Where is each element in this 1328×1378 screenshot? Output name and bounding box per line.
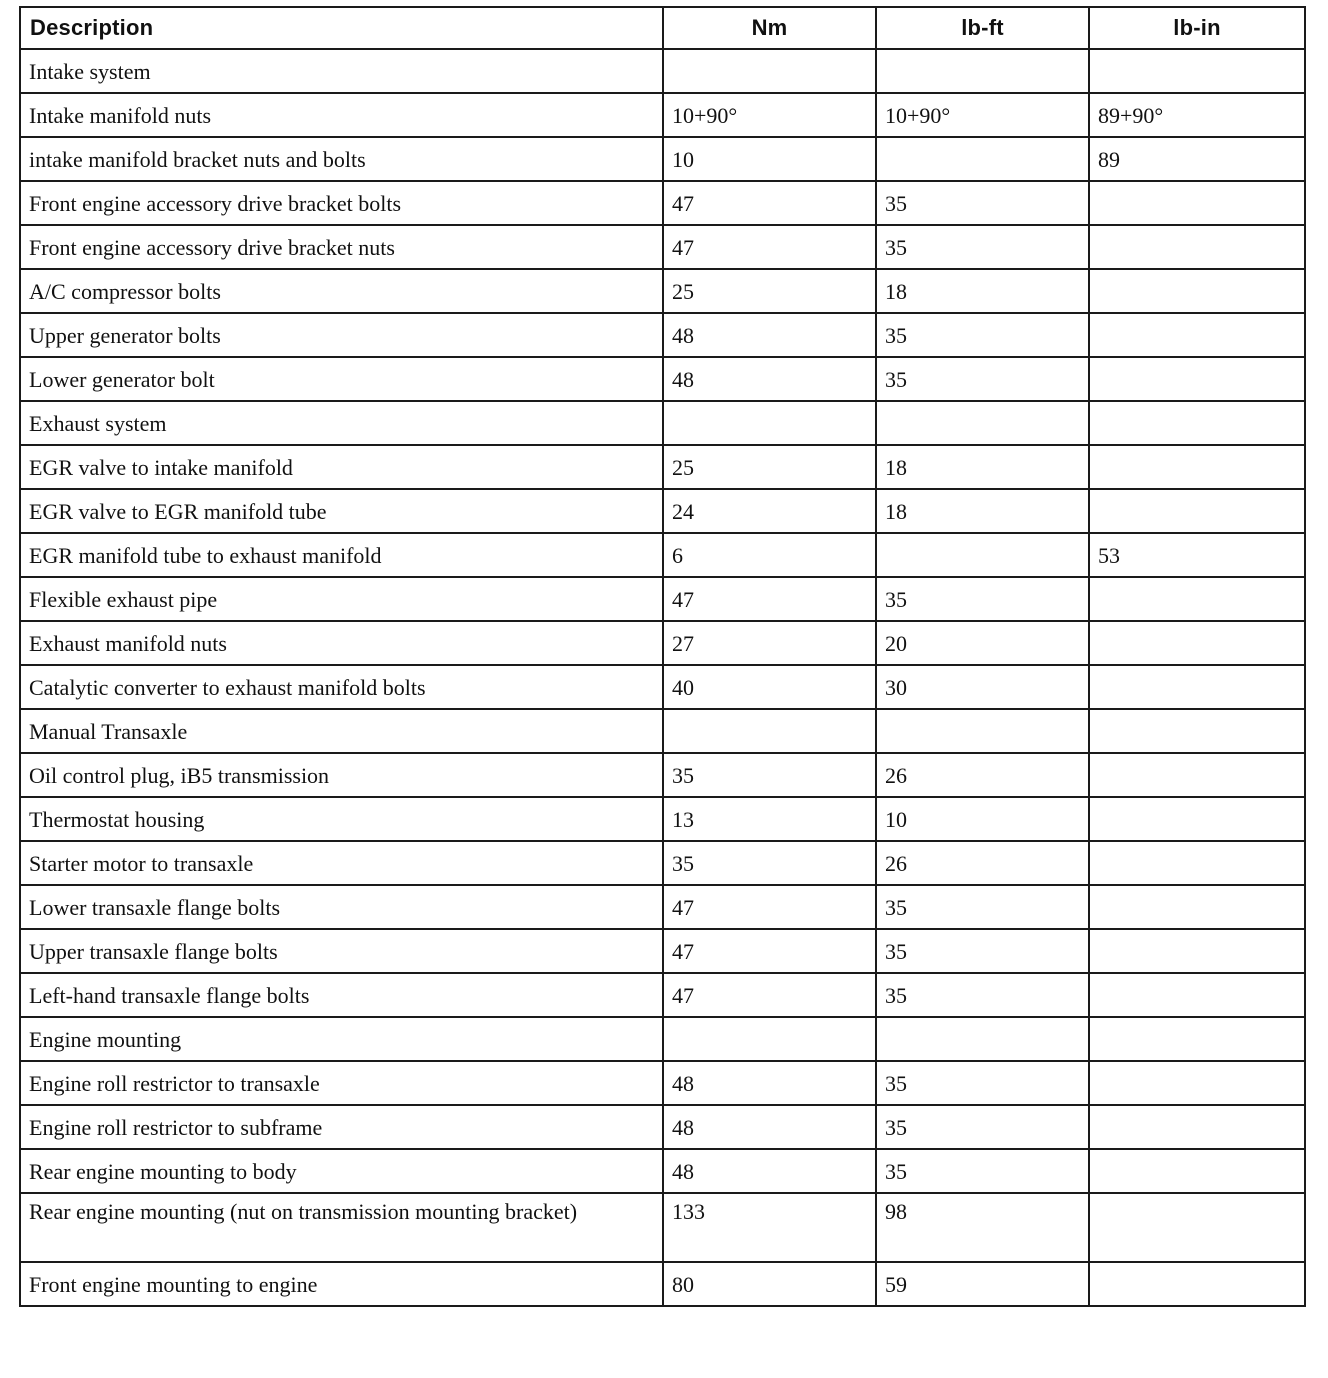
table-header [20,7,1305,49]
table-row [20,1061,1305,1105]
cell-lb-in [1089,225,1305,269]
cell-lb-in [1089,621,1305,665]
cell-description: Engine roll restrictor to subframe [20,1105,663,1149]
cell-description: Flexible exhaust pipe [20,577,663,621]
table-row [20,973,1305,1017]
cell-nm: 47 [663,929,876,973]
table-row [20,929,1305,973]
cell-nm: 48 [663,313,876,357]
cell-description: Front engine accessory drive bracket nuts [20,225,663,269]
cell-description: A/C compressor bolts [20,269,663,313]
cell-nm: 6 [663,533,876,577]
table-row [20,753,1305,797]
cell-lb-in [1089,973,1305,1017]
cell-lb-in [1089,1149,1305,1193]
cell-nm: 48 [663,1149,876,1193]
cell-lb-ft: 35 [876,885,1089,929]
cell-lb-in [1089,1262,1305,1306]
cell-nm: 24 [663,489,876,533]
cell-lb-ft: 35 [876,577,1089,621]
table-row [20,269,1305,313]
cell-lb-in: 89 [1089,137,1305,181]
cell-lb-ft: 59 [876,1262,1089,1306]
column-header-nm: Nm [663,7,876,49]
cell-lb-ft: 35 [876,181,1089,225]
cell-lb-ft: 35 [876,973,1089,1017]
table-row [20,401,1305,445]
cell-description: Intake system [20,49,663,93]
cell-nm: 48 [663,1061,876,1105]
cell-nm: 47 [663,885,876,929]
table-row [20,885,1305,929]
cell-lb-ft: 35 [876,225,1089,269]
cell-lb-ft [876,709,1089,753]
cell-nm: 80 [663,1262,876,1306]
cell-lb-ft: 35 [876,357,1089,401]
cell-lb-ft: 35 [876,929,1089,973]
table-row [20,357,1305,401]
table-row [20,49,1305,93]
table-row [20,313,1305,357]
table-row [20,797,1305,841]
cell-nm: 47 [663,225,876,269]
cell-lb-ft: 26 [876,753,1089,797]
table-body [20,49,1305,1306]
cell-lb-ft: 18 [876,269,1089,313]
cell-description: Rear engine mounting to body [20,1149,663,1193]
cell-description: Exhaust system [20,401,663,445]
cell-lb-ft: 26 [876,841,1089,885]
cell-description: Lower transaxle flange bolts [20,885,663,929]
table-row [20,709,1305,753]
cell-nm [663,49,876,93]
cell-description: Front engine accessory drive bracket bolts [20,181,663,225]
cell-description: EGR valve to intake manifold [20,445,663,489]
cell-lb-in [1089,1061,1305,1105]
cell-lb-in [1089,313,1305,357]
table-row [20,181,1305,225]
cell-description: Lower generator bolt [20,357,663,401]
cell-lb-ft: 18 [876,489,1089,533]
cell-lb-in [1089,797,1305,841]
cell-lb-ft: 10+90° [876,93,1089,137]
torque-specifications-table [19,6,1306,1307]
cell-nm [663,709,876,753]
cell-description: Catalytic converter to exhaust manifold bolts [20,665,663,709]
table-row [20,841,1305,885]
table-row [20,533,1305,577]
cell-nm: 25 [663,269,876,313]
cell-lb-in [1089,709,1305,753]
cell-nm: 35 [663,753,876,797]
table-row [20,1149,1305,1193]
table-row [20,489,1305,533]
cell-lb-in: 89+90° [1089,93,1305,137]
cell-lb-in [1089,1193,1305,1262]
column-header-lb-ft: lb-ft [876,7,1089,49]
table-row [20,1193,1305,1262]
cell-nm: 48 [663,1105,876,1149]
table-row [20,225,1305,269]
table-row [20,1262,1305,1306]
cell-description: Thermostat housing [20,797,663,841]
cell-nm: 133 [663,1193,876,1262]
table-row [20,1105,1305,1149]
cell-nm: 40 [663,665,876,709]
cell-description: Upper transaxle flange bolts [20,929,663,973]
cell-nm: 13 [663,797,876,841]
cell-lb-ft: 20 [876,621,1089,665]
cell-lb-ft: 98 [876,1193,1089,1262]
cell-nm: 25 [663,445,876,489]
table-row [20,1017,1305,1061]
cell-description: Engine roll restrictor to transaxle [20,1061,663,1105]
table-row [20,665,1305,709]
table-row [20,445,1305,489]
cell-lb-in [1089,401,1305,445]
cell-lb-in [1089,1105,1305,1149]
cell-lb-in [1089,885,1305,929]
cell-lb-in [1089,269,1305,313]
table-row [20,577,1305,621]
cell-nm [663,1017,876,1061]
table-row [20,621,1305,665]
cell-lb-ft [876,137,1089,181]
cell-lb-in [1089,753,1305,797]
cell-description: EGR valve to EGR manifold tube [20,489,663,533]
cell-lb-ft: 35 [876,1105,1089,1149]
cell-description: Left-hand transaxle flange bolts [20,973,663,1017]
cell-lb-in [1089,1017,1305,1061]
column-header-description: Description [20,7,663,49]
cell-lb-in [1089,577,1305,621]
cell-lb-in [1089,489,1305,533]
cell-lb-in: 53 [1089,533,1305,577]
table-row [20,93,1305,137]
cell-lb-ft: 35 [876,313,1089,357]
cell-lb-ft: 35 [876,1149,1089,1193]
cell-lb-ft [876,49,1089,93]
cell-lb-in [1089,181,1305,225]
cell-lb-ft: 18 [876,445,1089,489]
cell-nm: 10+90° [663,93,876,137]
cell-description: Exhaust manifold nuts [20,621,663,665]
cell-nm [663,401,876,445]
cell-lb-in [1089,49,1305,93]
cell-lb-ft [876,401,1089,445]
cell-description: intake manifold bracket nuts and bolts [20,137,663,181]
cell-lb-ft: 35 [876,1061,1089,1105]
cell-description: Rear engine mounting (nut on transmission mounting bracket) [20,1193,663,1262]
cell-lb-ft: 30 [876,665,1089,709]
cell-nm: 10 [663,137,876,181]
cell-nm: 35 [663,841,876,885]
cell-nm: 47 [663,577,876,621]
cell-lb-in [1089,357,1305,401]
column-header-lb-in: lb-in [1089,7,1305,49]
cell-description: Front engine mounting to engine [20,1262,663,1306]
cell-lb-in [1089,665,1305,709]
cell-lb-in [1089,841,1305,885]
table-row [20,137,1305,181]
cell-lb-ft [876,1017,1089,1061]
cell-description: Oil control plug, iB5 transmission [20,753,663,797]
cell-description: Intake manifold nuts [20,93,663,137]
cell-nm: 47 [663,181,876,225]
cell-nm: 48 [663,357,876,401]
cell-lb-ft [876,533,1089,577]
cell-nm: 27 [663,621,876,665]
cell-lb-in [1089,929,1305,973]
cell-lb-in [1089,445,1305,489]
cell-description: Manual Transaxle [20,709,663,753]
cell-description: EGR manifold tube to exhaust manifold [20,533,663,577]
cell-description: Engine mounting [20,1017,663,1061]
header-row [20,7,1305,49]
cell-lb-ft: 10 [876,797,1089,841]
cell-description: Upper generator bolts [20,313,663,357]
cell-description: Starter motor to transaxle [20,841,663,885]
cell-nm: 47 [663,973,876,1017]
